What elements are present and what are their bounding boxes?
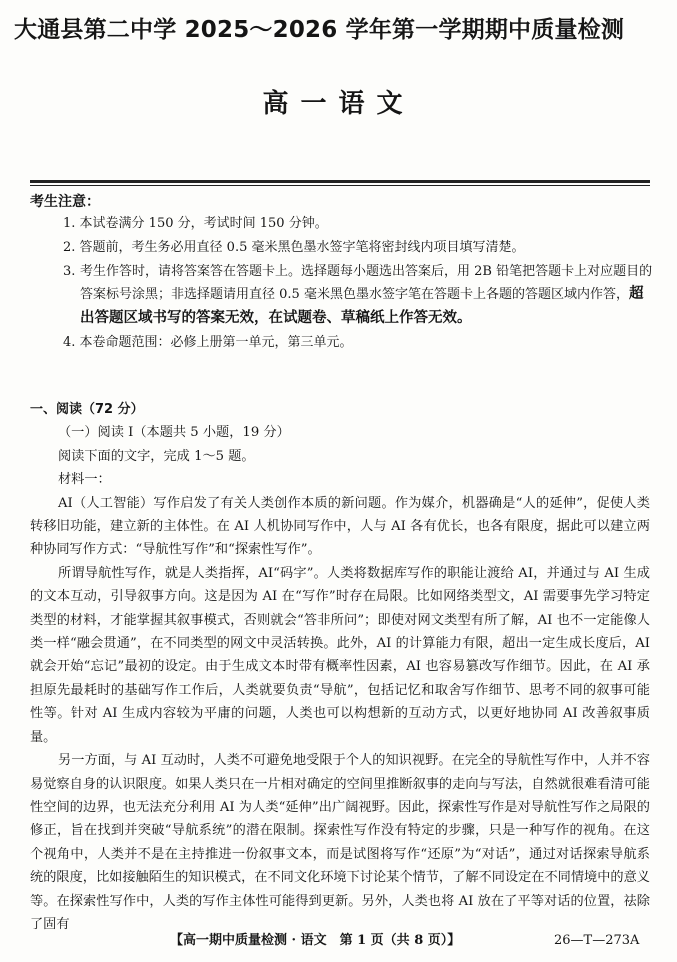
- subject-title: 高一语文: [262, 89, 415, 119]
- material-label: 材料一：: [58, 472, 111, 488]
- notice-item-3-number: 3.: [63, 263, 76, 279]
- notice-item-3: [63, 260, 655, 331]
- notice-item-1: 1. 本试卷满分 150 分，考试时间 150 分钟。: [63, 216, 328, 231]
- notice-item-3-emphasis: 超出答题区域书写的答案无效，在试题卷、草稿纸上作答无效。: [80, 286, 644, 327]
- passage-paragraph-3: 另一方面，与 AI 互动时，人类不可避免地受限于个人的知识视野。在完全的导航性写作中，人并不容易觉察自身的认识限度。如果人类只在一片相对确定的空间里推断叙事的走向与写法，自然就很难看清可能性空间的边界，也无法充分利用 AI 为人类“延伸”出广阔视野。因此，探索性写作是对导航性写作之局限的修正，旨在找到并突破“导航系统”的潜在限制。探索性写作没有特定的步骤，只是一种写作的视角。在这个视角中，人类并不是在主持推进一份叙事文本，而是试图将写作“还原”为“对话”，通过对话探索导航系统的限度，比如接触陌生的知识模式，在不同文化环境下讨论某个情节，了解不同设定在不同情境中的意义等。在探索性写作中，人类的写作主体性可能得到更新。另外，人类也将 AI 放在了平等对话的位置，祛除了固有: [30, 753, 650, 932]
- reading-instruction: 阅读下面的文字，完成 1～5 题。: [58, 448, 255, 464]
- header-rule-thick: [30, 180, 650, 183]
- notice-list: [63, 212, 655, 355]
- notice-item-2: 2. 答题前，考生务必用直径 0.5 毫米黑色墨水签字笔将密封线内项目填写清楚。: [63, 239, 525, 255]
- passage-paragraph-1: AI（人工智能）写作启发了有关人类创作本质的新问题。作为媒介，机器确是“人的延伸”，促使人类转移旧功能，建立新的主体性。在 AI 人机协同写作中，人与 AI 各有优长，也各有限度，据此可以建立两种协同写作方式：“导航性写作”和“探索性写作”。: [30, 495, 650, 558]
- exam-title: 大通县第二中学 2025～2026 学年第一学期期中质量检测: [14, 17, 625, 43]
- reading-section: [30, 398, 650, 936]
- footer-page-info: 【高一期中质量检测 · 语文 第 1 页（共 8 页）】: [170, 933, 461, 948]
- notice-item-4: 4. 本卷命题范围：必修上册第一单元，第三单元。: [63, 334, 353, 350]
- subsection-heading: （一）阅读 Ⅰ（本题共 5 小题，19 分）: [58, 425, 290, 441]
- notice-heading: 考生注意：: [30, 194, 100, 210]
- passage-paragraph-2: 所谓导航性写作，就是人类指挥，AI“码字”。人类将数据库写作的职能让渡给 AI，并通过与 AI 生成的文本互动，引导叙事方向。这是因为 AI 在“写作”时存在局限。比如网络类型文，AI 需要事先学习特定类型的材料，才能掌握其叙事模式，否则就会“答非所问”；即使对网文类型有所了解，AI 也不一定能像人类一样“融会贯通”，在不同类型的网文中灵活转换。此外，AI 的计算能力有限，超出一定生成长度后，AI 就会开始“忘记”最初的设定。由于生成文本时带有概率性因素，AI 也容易篡改写作细节。因此，在 AI 承担原先最耗时的基础写作工作后，人类就要负责“导航”，包括记忆和取舍写作细节、思考不同的叙事可能性等。针对 AI 生成内容较为平庸的问题，人类也可以构想新的互动方式，以更好地协同 AI 改善叙事质量。: [30, 565, 650, 745]
- page-footer: [0, 930, 677, 952]
- header-rule-thin: [30, 185, 650, 186]
- footer-code: 26—T—273A: [554, 933, 640, 948]
- section-heading: 一、阅读（72 分）: [30, 402, 144, 417]
- notice-item-3-text: 考生作答时，请将答案答在答题卡上。选择题每小题选出答案后，用 2B 铅笔把答题卡上对应题目的答案标号涂黑；非选择题请用直径 0.5 毫米黑色墨水签字笔在答题卡上各题的答题区域内作答，: [80, 263, 653, 303]
